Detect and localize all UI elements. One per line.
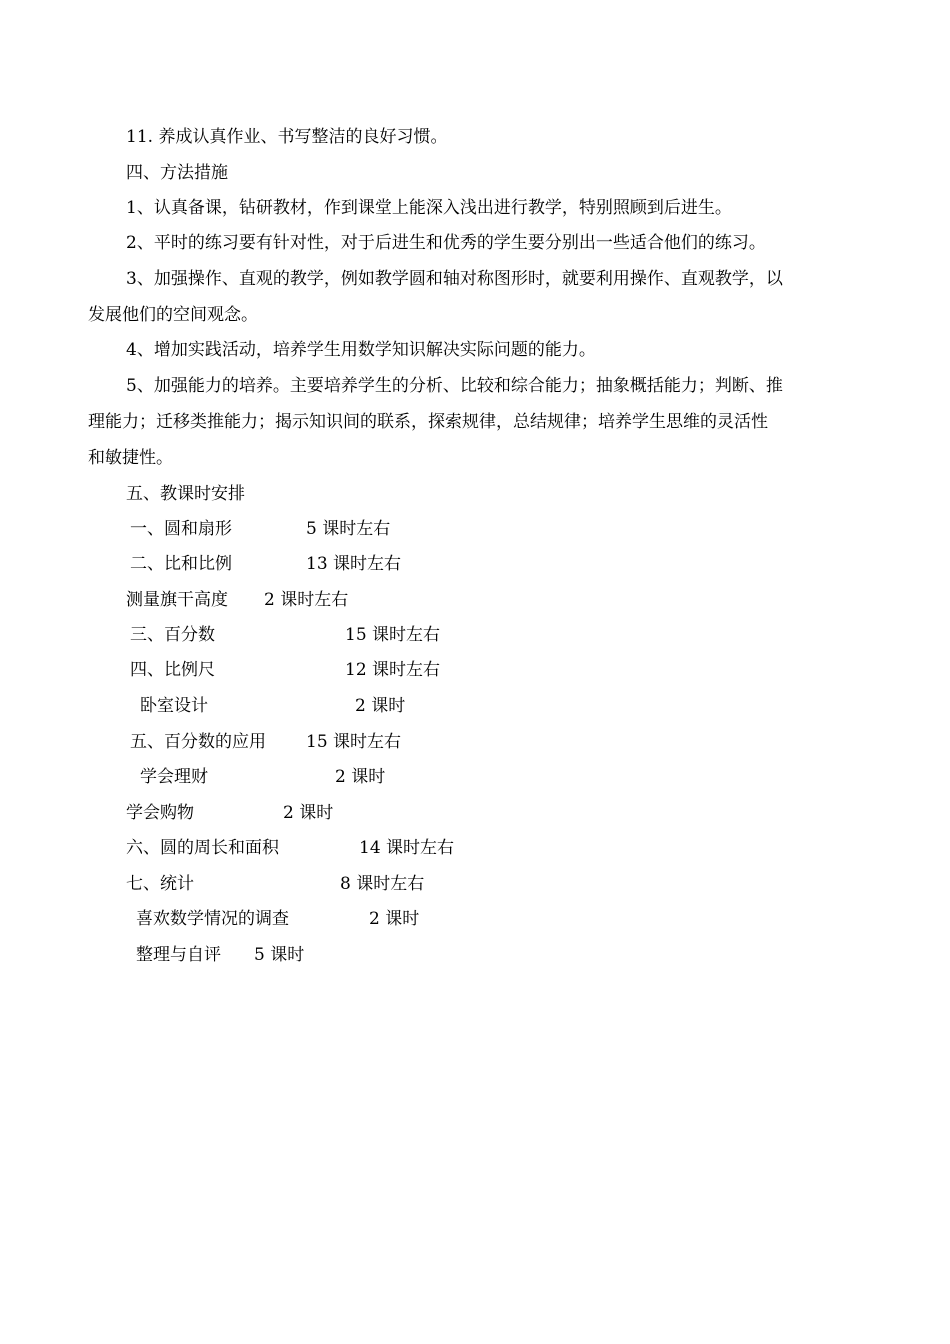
method-2-text: 2、平时的练习要有针对性，对于后进生和优秀的学生要分别出一些适合他们的练习。 [126,233,766,253]
method-5-line-3: 和敏捷性。 [88,448,173,468]
schedule-hours: 2 课时 [283,803,334,823]
schedule-topic: 喜欢数学情况的调查 [136,909,289,929]
schedule-hours: 2 课时 [335,767,386,787]
schedule-hours: 2 课时 [355,696,406,716]
schedule-hours: 13 课时左右 [306,554,402,574]
schedule-hours: 12 课时左右 [345,660,441,680]
method-1-text: 1、认真备课，钻研教材，作到课堂上能深入浅出进行教学，特别照顾到后进生。 [126,198,732,218]
schedule-hours: 15 课时左右 [345,625,441,645]
method-3-line-1: 3、加强操作、直观的教学，例如教学圆和轴对称图形时，就要利用操作、直观教学，以 [126,269,783,289]
method-3-line-2: 发展他们的空间观念。 [88,305,258,325]
schedule-topic: 测量旗干高度 [126,590,228,610]
method-5-line-1: 5、加强能力的培养。主要培养学生的分析、比较和综合能力；抽象概括能力；判断、推 [126,376,783,396]
item-11-text: 11. 养成认真作业、书写整洁的良好习惯。 [126,127,448,147]
schedule-hours: 14 课时左右 [359,838,455,858]
schedule-topic: 三、百分数 [130,625,215,645]
schedule-topic: 学会理财 [140,767,208,787]
schedule-topic: 七、统计 [126,874,194,894]
schedule-hours: 2 课时 [369,909,420,929]
schedule-topic: 整理与自评 [136,945,221,965]
schedule-hours: 5 课时左右 [306,519,391,539]
schedule-topic: 二、比和比例 [130,554,232,574]
schedule-topic: 一、圆和扇形 [130,519,232,539]
schedule-topic: 卧室设计 [140,696,208,716]
method-5-line-2: 理能力；迁移类推能力；揭示知识间的联系，探索规律，总结规律；培养学生思维的灵活性 [88,412,768,432]
section-heading-schedule: 五、教课时安排 [126,484,245,504]
schedule-topic: 学会购物 [126,803,194,823]
schedule-topic: 六、圆的周长和面积 [126,838,279,858]
schedule-hours: 5 课时 [254,945,305,965]
schedule-topic: 四、比例尺 [130,660,215,680]
schedule-hours: 15 课时左右 [306,732,402,752]
section-heading-methods: 四、方法措施 [126,163,228,183]
schedule-hours: 8 课时左右 [340,874,425,894]
method-4-text: 4、增加实践活动，培养学生用数学知识解决实际问题的能力。 [126,340,596,360]
schedule-topic: 五、百分数的应用 [130,732,266,752]
schedule-hours: 2 课时左右 [264,590,349,610]
